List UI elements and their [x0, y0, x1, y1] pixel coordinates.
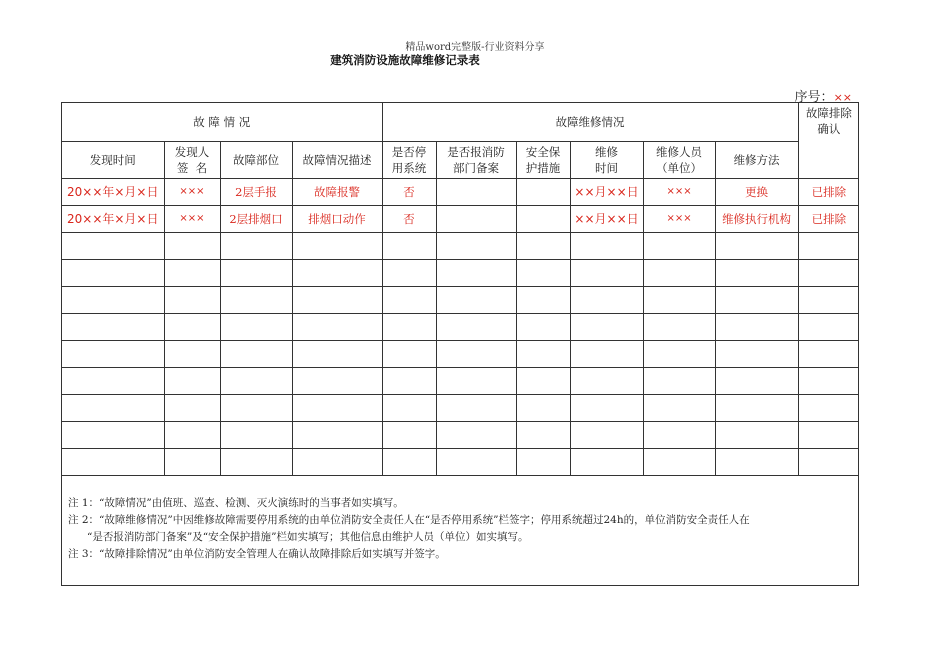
- record-sheet: [61, 102, 859, 586]
- blank-cell: [516, 340, 570, 367]
- header-stop-system: [382, 141, 436, 178]
- document-title: 建筑消防设施故障维修记录表: [330, 53, 480, 67]
- header-found-time: 发现时间: [62, 141, 164, 178]
- cell-repair-time: ××月××日: [570, 205, 643, 232]
- blank-cell: [382, 232, 436, 259]
- repair-time-line2: 时间: [595, 160, 619, 175]
- cell-found-time: 20××年×月×日: [62, 178, 164, 205]
- blank-cell: [570, 367, 643, 394]
- blank-cell: [516, 448, 570, 475]
- blank-cell: [798, 313, 859, 340]
- blank-cell: [798, 394, 859, 421]
- header-location: 故障部位: [220, 141, 292, 178]
- confirm-line2: 确认: [817, 122, 841, 136]
- repairer-line1: 维修人员: [656, 144, 703, 159]
- blank-cell: [382, 313, 436, 340]
- cell-repairer: ×××: [643, 205, 715, 232]
- blank-cell: [643, 232, 715, 259]
- blank-cell: [570, 448, 643, 475]
- blank-cell: [62, 232, 164, 259]
- blank-cell: [164, 232, 220, 259]
- blank-cell: [62, 340, 164, 367]
- blank-cell: [436, 340, 516, 367]
- cell-description: 排烟口动作: [292, 205, 382, 232]
- blank-cell: [292, 259, 382, 286]
- blank-cell: [382, 340, 436, 367]
- header-repairer: [643, 141, 715, 178]
- serial-value: ××: [833, 91, 852, 104]
- cell-confirm: 已排除: [798, 205, 859, 232]
- blank-cell: [164, 421, 220, 448]
- header-repair-time: [570, 141, 643, 178]
- blank-cell: [382, 367, 436, 394]
- blank-cell: [643, 394, 715, 421]
- note-2-continued: “是否报消防部门备案”及“安全保护措施”栏如实填写；其他信息由维护人员（单位）如实填写。: [87, 531, 529, 543]
- blank-cell: [643, 448, 715, 475]
- cell-finder: ×××: [164, 178, 220, 205]
- serial-label: 序号：: [794, 90, 834, 105]
- report-line2: 部门备案: [453, 160, 500, 175]
- blank-cell: [292, 421, 382, 448]
- header-method: 维修方法: [715, 141, 798, 178]
- repair-time-line1: 维修: [595, 144, 619, 159]
- blank-cell: [220, 232, 292, 259]
- blank-cell: [643, 313, 715, 340]
- cell-safety: [516, 178, 570, 205]
- confirm-line1: 故障排除: [805, 106, 852, 120]
- cell-method: 更换: [715, 178, 798, 205]
- blank-cell: [715, 286, 798, 313]
- blank-cell: [643, 286, 715, 313]
- blank-cell: [164, 448, 220, 475]
- stop-line1: 是否停: [391, 144, 427, 159]
- blank-cell: [62, 421, 164, 448]
- header-safety: [516, 141, 570, 178]
- blank-cell: [570, 340, 643, 367]
- blank-cell: [164, 367, 220, 394]
- repairer-line2: （单位）: [656, 160, 703, 175]
- blank-cell: [715, 394, 798, 421]
- cell-confirm: 已排除: [798, 178, 859, 205]
- blank-cell: [62, 259, 164, 286]
- header-finder: [164, 141, 220, 178]
- blank-cell: [292, 313, 382, 340]
- blank-cell: [436, 421, 516, 448]
- table-row: [62, 340, 859, 367]
- blank-cell: [164, 313, 220, 340]
- stop-line2: 用系统: [391, 160, 427, 175]
- blank-cell: [516, 286, 570, 313]
- blank-cell: [436, 259, 516, 286]
- blank-cell: [292, 367, 382, 394]
- table-row: [62, 448, 859, 475]
- table-row: [62, 394, 859, 421]
- column-header-row: [62, 141, 859, 178]
- blank-cell: [570, 421, 643, 448]
- table-row: [62, 232, 859, 259]
- blank-cell: [220, 394, 292, 421]
- blank-cell: [382, 448, 436, 475]
- blank-cell: [798, 340, 859, 367]
- blank-cell: [164, 259, 220, 286]
- blank-cell: [715, 313, 798, 340]
- blank-cell: [643, 421, 715, 448]
- safety-line2: 护措施: [525, 160, 561, 175]
- table-row: [62, 286, 859, 313]
- cell-finder: ×××: [164, 205, 220, 232]
- blank-cell: [436, 367, 516, 394]
- blank-cell: [292, 448, 382, 475]
- blank-cell: [220, 286, 292, 313]
- blank-cell: [436, 313, 516, 340]
- note-1: 注 1：“故障情况”由值班、巡查、检测、灭火演练时的当事者如实填写。: [68, 497, 404, 509]
- notes-section: [68, 495, 858, 563]
- blank-cell: [570, 259, 643, 286]
- cell-location: 2层手报: [220, 178, 292, 205]
- blank-cell: [516, 313, 570, 340]
- blank-cell: [62, 367, 164, 394]
- finder-line1: 发现人: [174, 144, 210, 159]
- table-row: [62, 313, 859, 340]
- cell-safety: [516, 205, 570, 232]
- blank-cell: [570, 394, 643, 421]
- blank-cell: [798, 259, 859, 286]
- blank-cell: [220, 367, 292, 394]
- blank-cell: [798, 286, 859, 313]
- group-header-confirm: [798, 103, 859, 178]
- blank-cell: [516, 394, 570, 421]
- blank-cell: [220, 259, 292, 286]
- blank-cell: [164, 394, 220, 421]
- cell-stop-system: 否: [382, 178, 436, 205]
- blank-cell: [436, 448, 516, 475]
- blank-cell: [62, 286, 164, 313]
- blank-cell: [516, 232, 570, 259]
- blank-cell: [516, 421, 570, 448]
- blank-cell: [292, 232, 382, 259]
- cell-repairer: ×××: [643, 178, 715, 205]
- group-header-repair: 故障维修情况: [382, 103, 798, 141]
- table-row: [62, 205, 859, 232]
- blank-cell: [62, 394, 164, 421]
- blank-cell: [382, 421, 436, 448]
- blank-cell: [220, 421, 292, 448]
- blank-cell: [715, 259, 798, 286]
- cell-report: [436, 178, 516, 205]
- blank-cell: [292, 286, 382, 313]
- table-row: [62, 178, 859, 205]
- blank-cell: [292, 394, 382, 421]
- group-header-fault: 故 障 情 况: [62, 103, 382, 141]
- blank-cell: [382, 259, 436, 286]
- note-3: 注 3：“故障排除情况”由单位消防安全管理人在确认故障排除后如实填写并签字。: [68, 548, 446, 560]
- blank-cell: [715, 448, 798, 475]
- blank-cell: [382, 394, 436, 421]
- report-line1: 是否报消防: [447, 144, 505, 159]
- table-row: [62, 421, 859, 448]
- blank-cell: [643, 367, 715, 394]
- blank-cell: [220, 313, 292, 340]
- blank-cell: [715, 232, 798, 259]
- maintenance-record-table: [62, 103, 859, 476]
- cell-location: 2层排烟口: [220, 205, 292, 232]
- cell-report: [436, 205, 516, 232]
- blank-cell: [436, 232, 516, 259]
- safety-line1: 安全保: [525, 144, 561, 159]
- blank-cell: [436, 394, 516, 421]
- blank-cell: [715, 421, 798, 448]
- blank-cell: [643, 340, 715, 367]
- blank-cell: [382, 286, 436, 313]
- table-row: [62, 259, 859, 286]
- blank-cell: [798, 232, 859, 259]
- blank-cell: [436, 286, 516, 313]
- blank-cell: [62, 313, 164, 340]
- note-2: 注 2：“故障维修情况”中因维修故障需要停用系统的由单位消防安全责任人在“是否停用系统”栏签字；停用系统超过24h的，单位消防安全责任人在: [68, 514, 750, 526]
- blank-cell: [516, 259, 570, 286]
- blank-cell: [798, 421, 859, 448]
- header-report: [436, 141, 516, 178]
- finder-line2: 签 名: [176, 160, 208, 175]
- header-description: 故障情况描述: [292, 141, 382, 178]
- table-row: [62, 367, 859, 394]
- blank-cell: [164, 340, 220, 367]
- blank-cell: [570, 286, 643, 313]
- blank-cell: [643, 259, 715, 286]
- blank-cell: [220, 448, 292, 475]
- cell-description: 故障报警: [292, 178, 382, 205]
- blank-cell: [516, 367, 570, 394]
- blank-cell: [570, 232, 643, 259]
- group-header-row: [62, 103, 859, 141]
- cell-method: 维修执行机构: [715, 205, 798, 232]
- blank-cell: [715, 367, 798, 394]
- blank-cell: [62, 448, 164, 475]
- cell-stop-system: 否: [382, 205, 436, 232]
- cell-repair-time: ××月××日: [570, 178, 643, 205]
- blank-cell: [798, 367, 859, 394]
- blank-cell: [798, 448, 859, 475]
- blank-cell: [164, 286, 220, 313]
- watermark-text: 精品word完整版-行业资料分享: [405, 42, 545, 53]
- blank-cell: [570, 313, 643, 340]
- cell-found-time: 20××年×月×日: [62, 205, 164, 232]
- blank-cell: [220, 340, 292, 367]
- blank-cell: [715, 340, 798, 367]
- blank-cell: [292, 340, 382, 367]
